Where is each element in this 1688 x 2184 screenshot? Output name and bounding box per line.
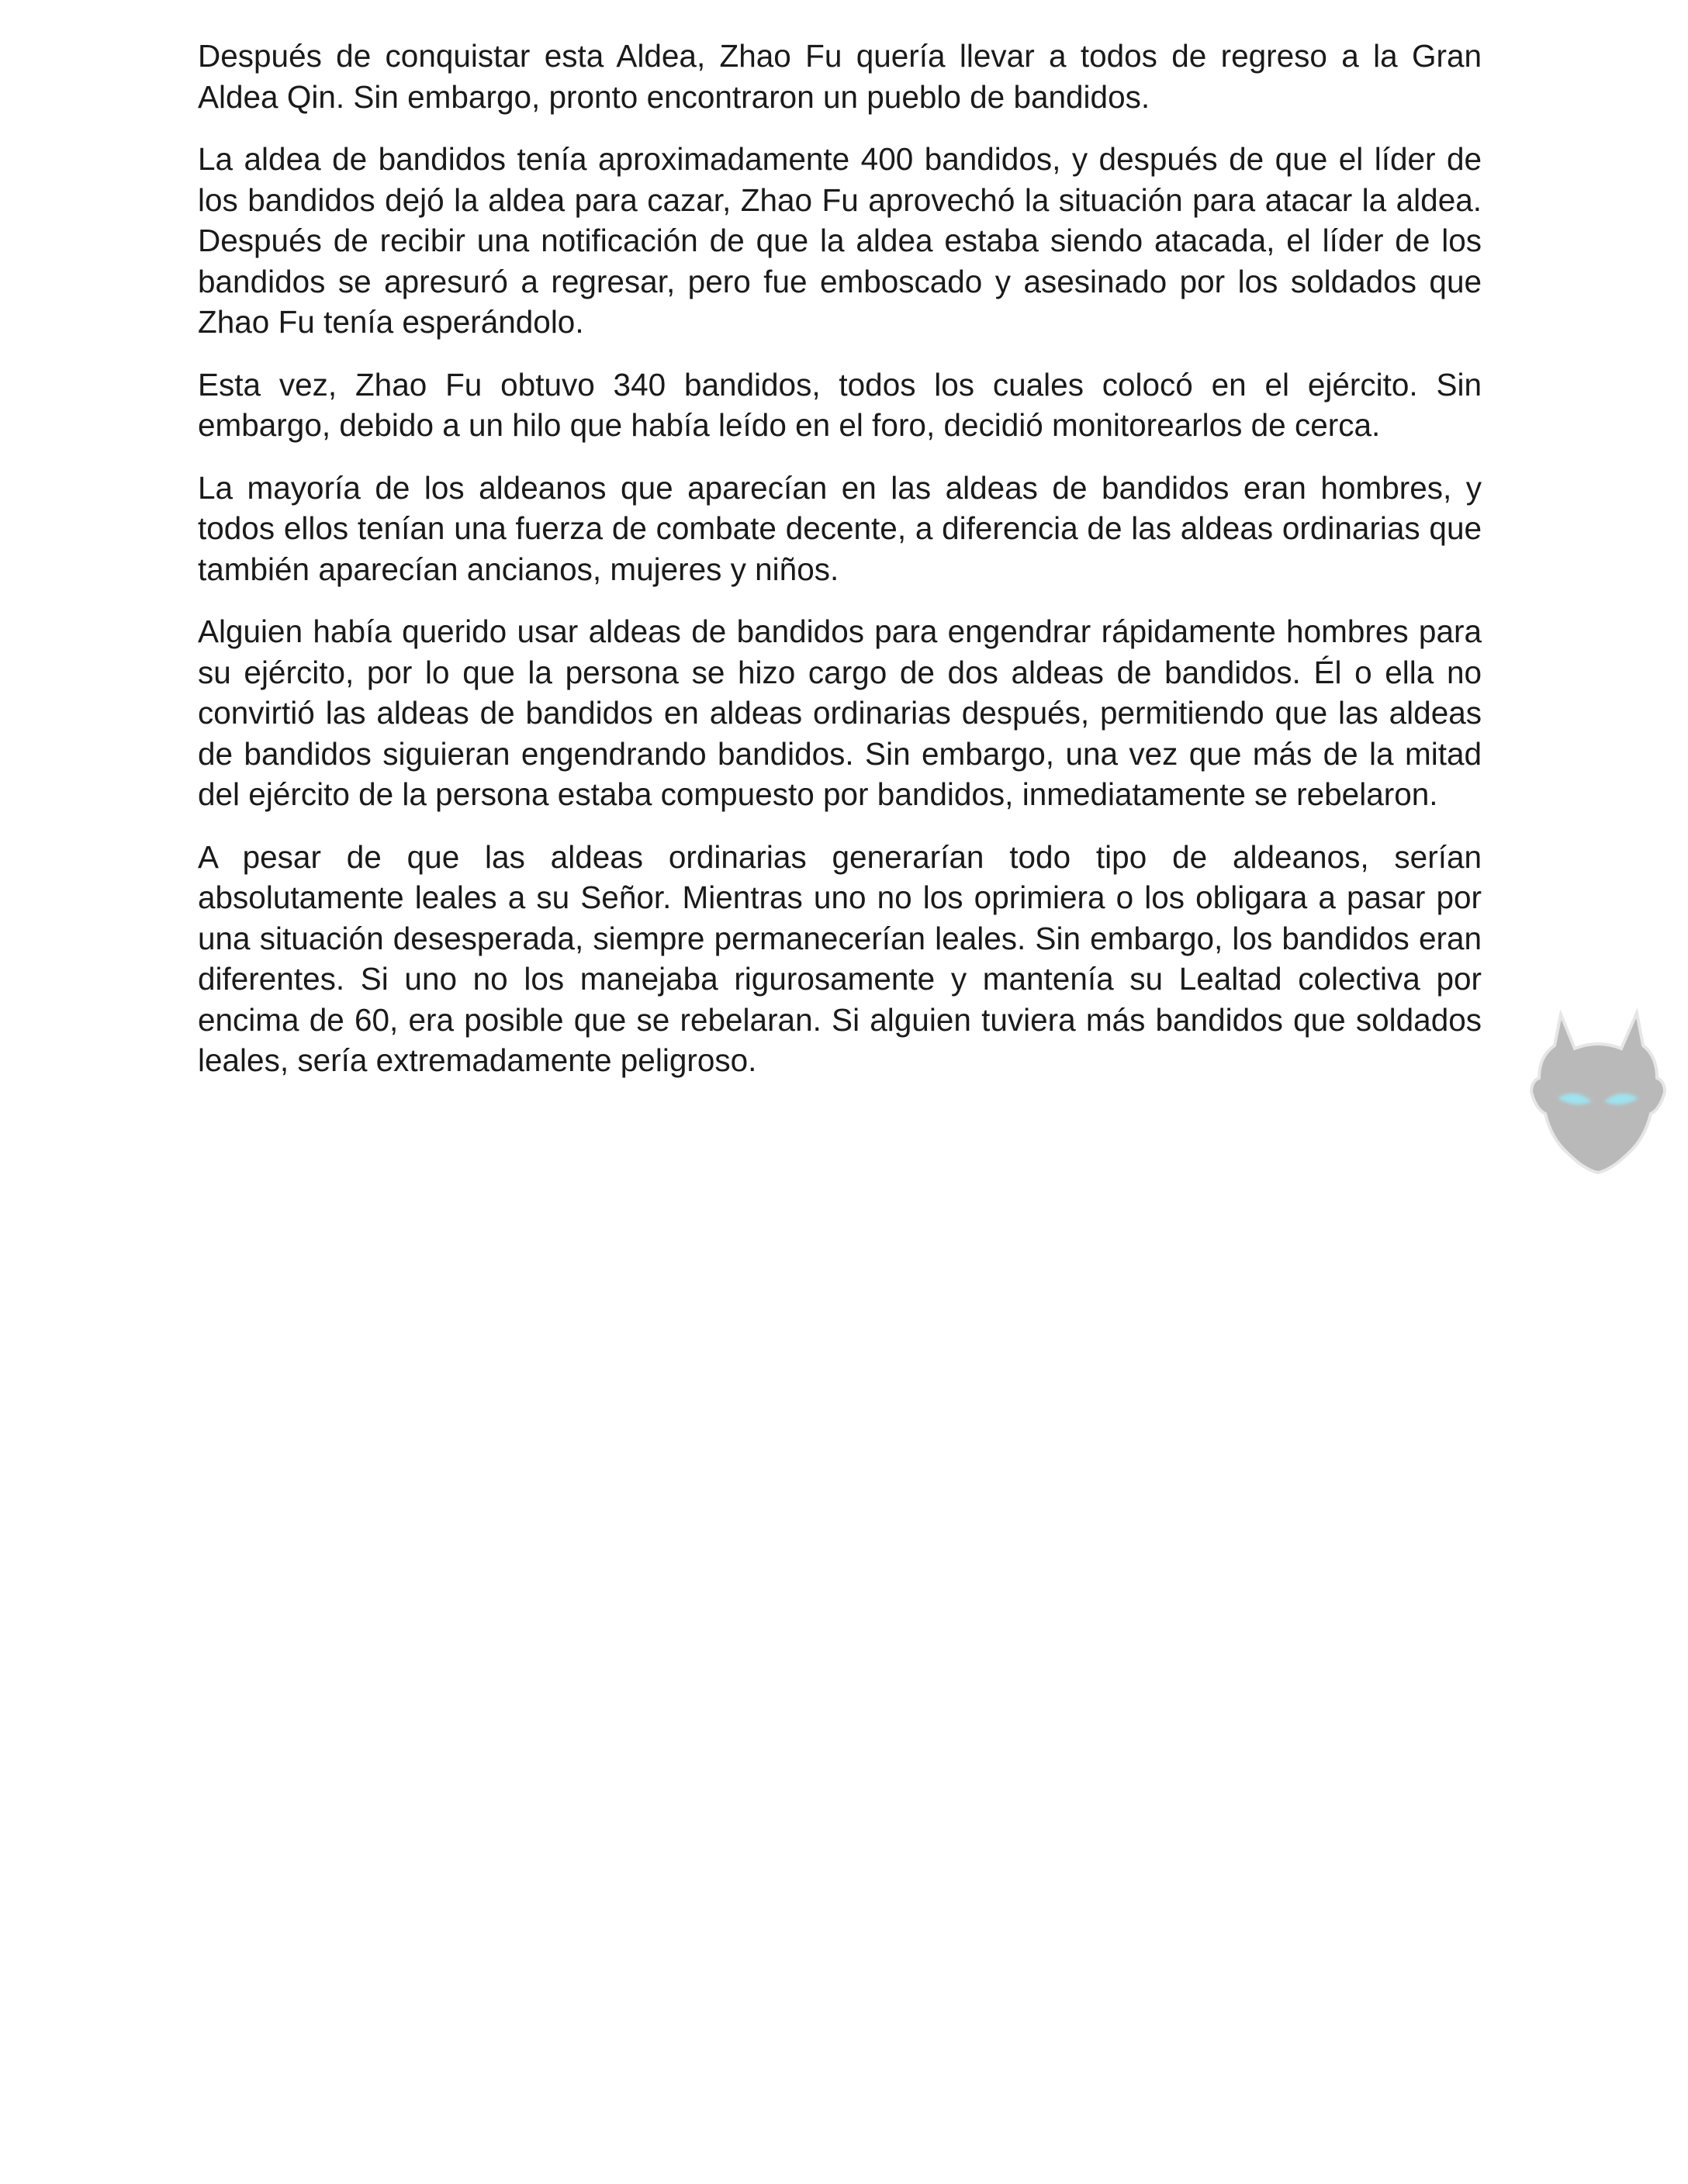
- paragraph-5: Alguien había querido usar aldeas de bandidos para engendrar rápidamente hombres para su ejército, por lo que la persona se hizo cargo de dos aldeas de bandidos. Él o ella no convirtió las aldeas de bandidos en aldeas ordinarias después, permitiendo que las aldeas de bandidos siguieran engendrando bandidos. Sin embargo, una vez que más de la mitad del ejército de la persona estaba compuesto por bandidos, inmediatamente se rebelaron.: [198, 613, 1482, 812]
- document-body: [198, 36, 1482, 1103]
- paragraph-3: Esta vez, Zhao Fu obtuvo 340 bandidos, todos los cuales colocó en el ejército. Sin embargo, debido a un hilo que había leído en el foro, decidió monitorearlos de cerca.: [198, 366, 1482, 443]
- paragraph-6: A pesar de que las aldeas ordinarias generarían todo tipo de aldeanos, serían absolutamente leales a su Señor. Mientras uno no los oprimiera o los obligara a pasar por una situación desesperada, siempre permanecerían leales. Sin embargo, los bandidos eran diferentes. Si uno no los manejaba rigurosamente y mantenía su Lealtad colectiva por encima de 60, era posible que se rebelaran. Si alguien tuviera más bandidos que soldados leales, sería extremadamente peligroso.: [198, 838, 1482, 1078]
- paragraph-2: La aldea de bandidos tenía aproximadamente 400 bandidos, y después de que el líder de los bandidos dejó la aldea para cazar, Zhao Fu aprovechó la situación para atacar la aldea. Después de recibir una notificación de que la aldea estaba siendo atacada, el líder de los bandidos se apresuró a regresar, pero fue emboscado y asesinado por los soldados que Zhao Fu tenía esperándolo.: [198, 141, 1482, 340]
- demon-head-icon: [1520, 1000, 1676, 1179]
- paragraph-4: La mayoría de los aldeanos que aparecían en las aldeas de bandidos eran hombres, y todos ellos tenían una fuerza de combate decente, a diferencia de las aldeas ordinarias que también aparecían ancianos, mujeres y niños.: [198, 469, 1482, 587]
- paragraph-1: Después de conquistar esta Aldea, Zhao Fu quería llevar a todos de regreso a la Gran Aldea Qin. Sin embargo, pronto encontraron un pueblo de bandidos.: [198, 38, 1482, 115]
